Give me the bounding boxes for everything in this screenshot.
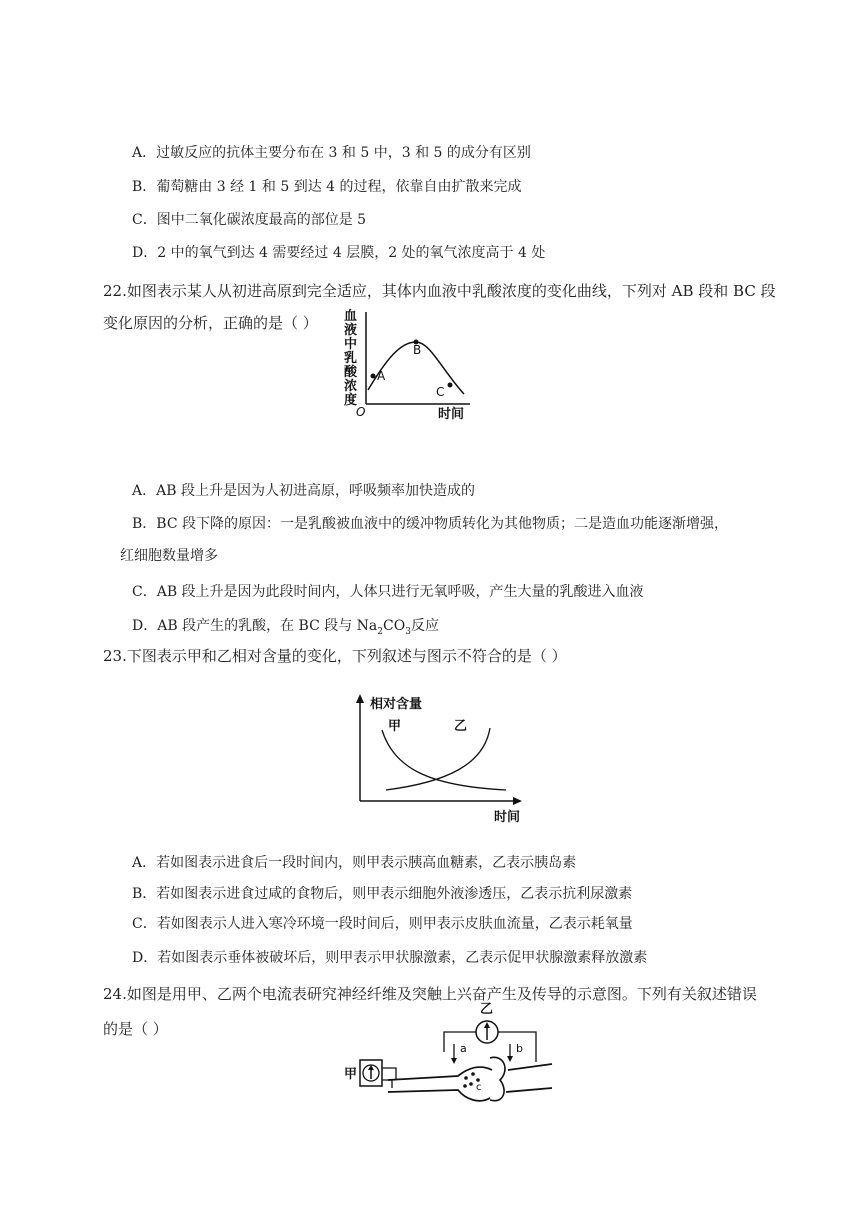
q22-label-b: B — [413, 343, 422, 357]
q23-series-yi-curve — [386, 728, 490, 790]
q24-postsynaptic-edge — [490, 1057, 505, 1100]
q22-origin: O — [356, 405, 366, 419]
q24-label-a: a — [460, 1042, 467, 1055]
q24-meter-jia-lead-1 — [382, 1068, 396, 1079]
q24-stem-line1: 24.如图是用甲、乙两个电流表研究神经纤维及突触上兴奋产生及传导的示意图。下列有关叙述错误 — [103, 985, 757, 1003]
q23-label-jia: 甲 — [388, 719, 402, 734]
q23-x-axis-label: 时间 — [494, 810, 521, 825]
q24-axon-top — [388, 1067, 492, 1080]
q23-option-b: B．若如图表示进食过咸的食物后，则甲表示细胞外液渗透压，乙表示抗利尿激素 — [132, 886, 633, 902]
q24-meter-jia-lead-2 — [382, 1080, 392, 1088]
q21-option-a: A．过敏反应的抗体主要分布在 3 和 5 中，3 和 5 的成分有区别 — [132, 145, 531, 161]
q24-vesicle — [464, 1076, 468, 1080]
q22-lactate-figure — [338, 308, 478, 423]
q24-nerve-figure — [340, 1000, 570, 1105]
q24-meter-yi-label: 乙 — [480, 1002, 494, 1017]
q23-relative-content-figure — [348, 690, 528, 825]
q22-option-a: A．AB 段上升是因为人初进高原，呼吸频率加快造成的 — [132, 483, 475, 499]
q23-option-a: A．若如图表示进食后一段时间内，则甲表示胰高血糖素，乙表示胰岛素 — [132, 855, 577, 871]
svg-text:中: 中 — [344, 337, 358, 352]
svg-text:血: 血 — [344, 309, 358, 324]
q22-label-c: C — [436, 385, 445, 399]
q22-point-a — [371, 374, 376, 379]
q23-y-arrow — [356, 694, 364, 703]
q23-label-yi: 乙 — [454, 719, 468, 734]
q23-x-arrow — [513, 797, 522, 805]
q22-option-c: C．AB 段上升是因为此段时间内，人体只进行无氧呼吸，产生大量的乳酸进入血液 — [132, 584, 644, 600]
svg-text:酸: 酸 — [344, 365, 358, 380]
q21-option-d: D．2 中的氧气到达 4 需要经过 4 层膜，2 处的氧气浓度高于 4 处 — [132, 245, 546, 261]
q22-option-b-line1: B．BC 段下降的原因：一是乳酸被血液中的缓冲物质转化为其他物质；二是造血功能逐渐增强， — [132, 516, 728, 532]
svg-text:乳: 乳 — [344, 351, 358, 366]
svg-text:度: 度 — [344, 393, 358, 408]
q22-y-axis-label — [344, 308, 358, 408]
q22-stem-line2: 变化原因的分析，正确的是（ ） — [103, 314, 318, 332]
q23-option-c: C．若如图表示人进入寒冷环境一段时间后，则甲表示皮肤血流量，乙表示耗氧量 — [132, 916, 633, 932]
q24-meter-jia-label: 甲 — [344, 1067, 358, 1082]
q24-stem-line2: 的是（ ） — [103, 1020, 168, 1038]
q23-option-d: D．若如图表示垂体被破坏后，则甲表示甲状腺激素，乙表示促甲状腺激素释放激素 — [132, 950, 648, 966]
q22-point-c — [448, 383, 453, 388]
q23-y-axis-label: 相对含量 — [370, 697, 423, 712]
q22-option-d: D．AB 段产生的乳酸，在 BC 段与 $Na_2CO_3$反应 — [132, 618, 439, 637]
q24-label-b: b — [516, 1042, 523, 1055]
q22-x-axis-label: 时间 — [438, 407, 465, 422]
q24-axon-bottom — [388, 1090, 490, 1101]
q21-option-b: B．葡萄糖由 3 经 1 和 5 到达 4 的过程，依靠自由扩散来完成 — [132, 179, 522, 195]
svg-text:浓: 浓 — [344, 379, 358, 394]
q24-label-c: c — [476, 1082, 482, 1093]
q22-stem-line1: 22.如图表示某人从初进高原到完全适应，其体内血液中乳酸浓度的变化曲线，下列对 AB 段和 BC 段 — [103, 282, 776, 300]
svg-text:液: 液 — [344, 323, 358, 338]
q21-option-c: C．图中二氧化碳浓度最高的部位是 5 — [132, 212, 367, 228]
q22-option-b-line2: 红细胞数量增多 — [120, 548, 218, 564]
q22-label-a: A — [377, 369, 386, 383]
q23-stem: 23.下图表示甲和乙相对含量的变化，下列叙述与图示不符合的是（ ） — [103, 647, 567, 665]
